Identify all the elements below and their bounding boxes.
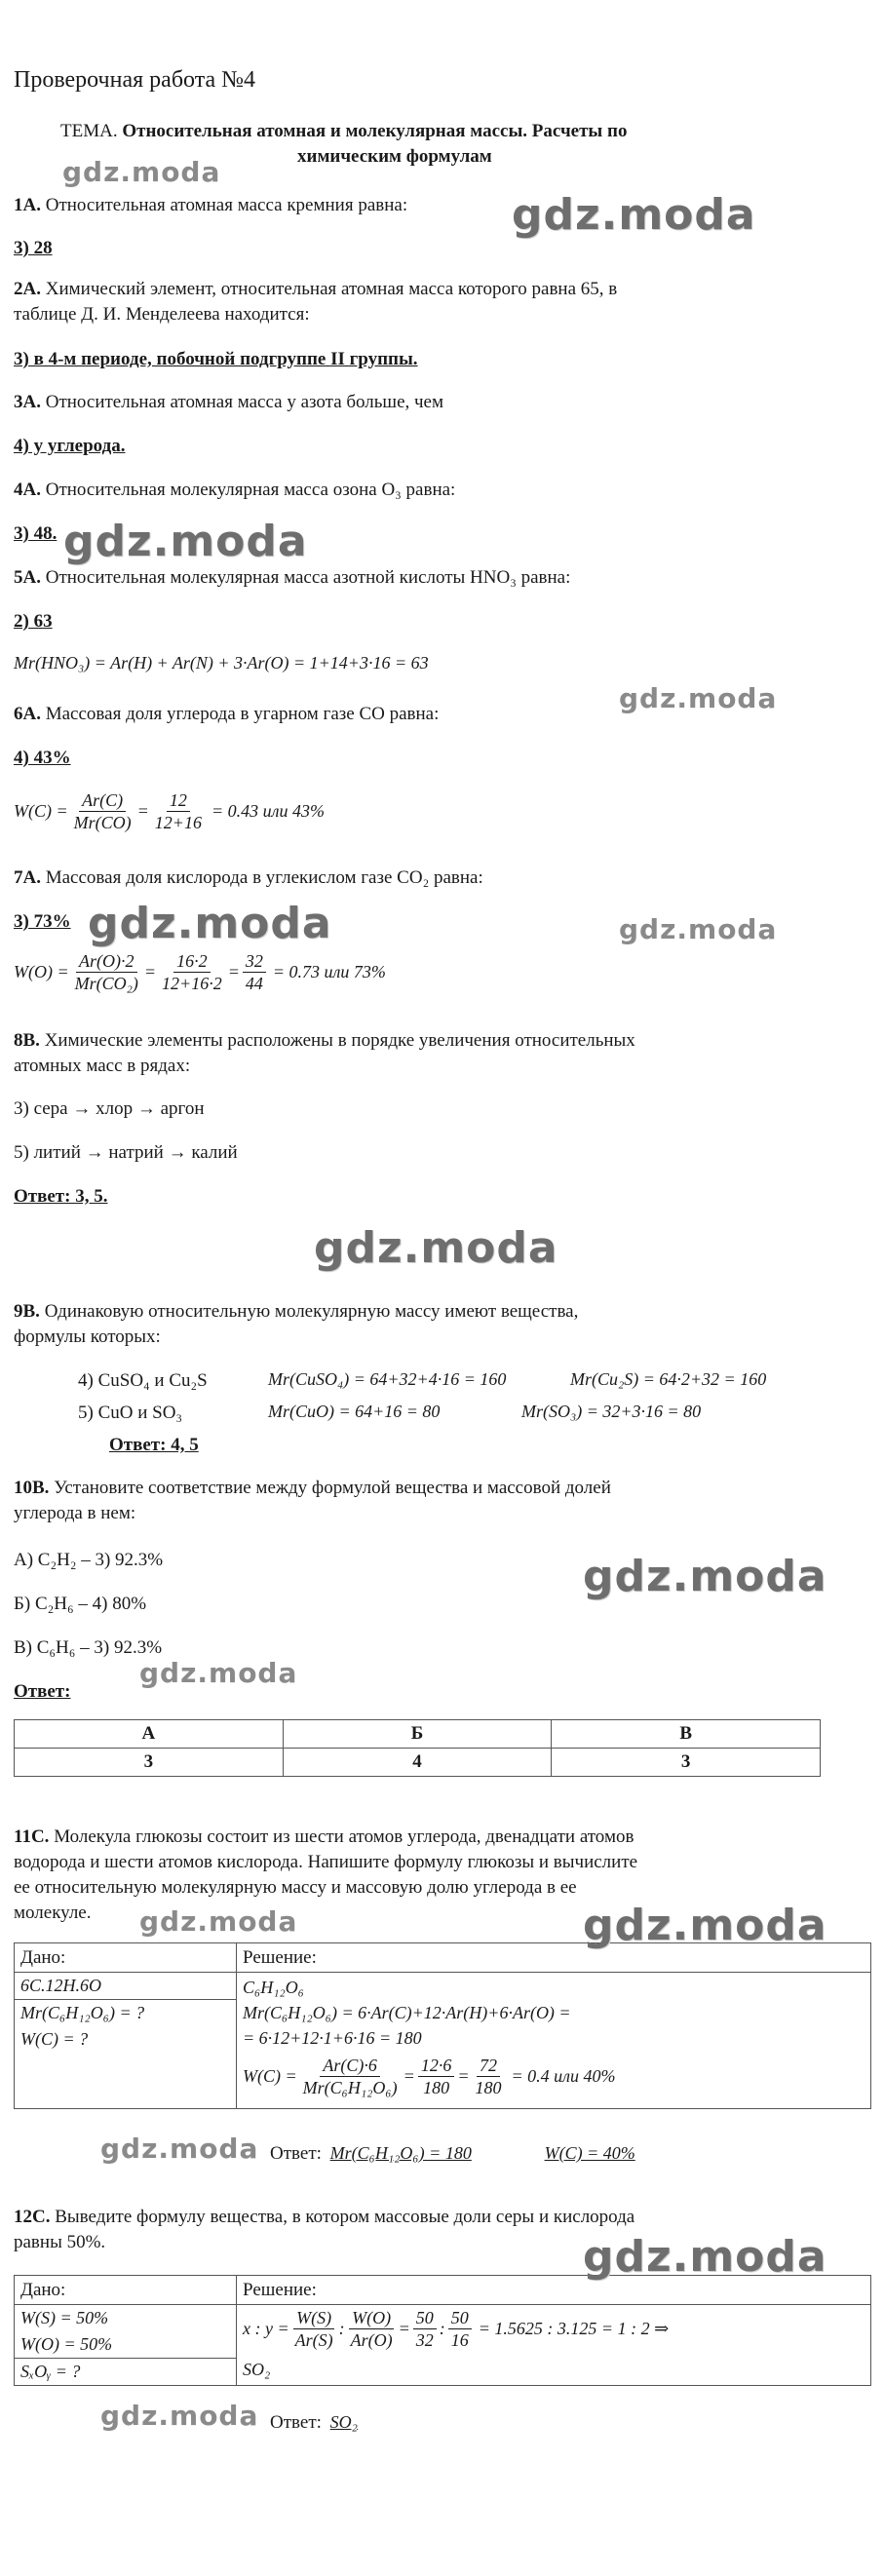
- question-12: 12С. Выведите формулу вещества, в котором массовые доли серы и кислорода: [14, 2207, 635, 2227]
- solution-line: C₆H₁₂O₆: [243, 1978, 305, 1997]
- solution-cell: [237, 2305, 871, 2386]
- question-11-line-2: водорода и шести атомов кислорода. Напишите формулу глюкозы и вычислите: [14, 1852, 638, 1872]
- watermark: gdz.moda: [583, 1552, 827, 1601]
- formula-7: W(O) = $\frac{Ar(O)\cdot 2}{\text{Mr(CO₂)}}$ = $\frac{16\cdot 2}{12+16\cdot 2}$ = $\frac{32}{44}$ = 0.73 или 73%: [14, 951, 386, 993]
- given-unknown: SₓOᵧ = ?: [20, 2362, 81, 2381]
- fraction: $\frac{Ar(C)\cdot 6}{\text{Mr(C₆H₁₂O₆)}}$: [302, 2056, 398, 2097]
- option-9-5: 5) CuO и SO₃: [78, 1403, 183, 1423]
- solution-line: = 6·12+12·1+6·16 = 180: [243, 2028, 422, 2048]
- question-12-line-2: равны 50%.: [14, 2232, 106, 2252]
- answer-3: 4) у углерода.: [14, 436, 126, 456]
- watermark: gdz.moda: [583, 1901, 827, 1950]
- formula-9-1a: Mr(CuSO₄) = 64+32+4·16 = 160: [268, 1369, 507, 1389]
- given-label: Дано:: [15, 2276, 237, 2305]
- watermark: gdz.moda: [512, 190, 756, 240]
- solution-label: Решение:: [237, 2276, 871, 2305]
- table-header: Б: [283, 1720, 552, 1749]
- question-2-line-2: таблице Д. И. Менделеева находится:: [14, 304, 310, 325]
- watermark: gdz.moda: [88, 899, 332, 948]
- table-row: [15, 2305, 871, 2386]
- answer-4: 3) 48.: [14, 523, 58, 544]
- given-cell: [15, 1973, 237, 2109]
- table-row: [15, 1749, 821, 1777]
- fraction: $\frac{72}{180}$: [475, 2056, 502, 2097]
- table-cell: 3: [552, 1749, 821, 1777]
- given-value: W(O) = 50%: [15, 2331, 236, 2359]
- answer-8: Ответ: 3, 5.: [14, 1186, 108, 1207]
- answer-10-label: Ответ:: [14, 1681, 71, 1702]
- answer-9: Ответ: 4, 5: [109, 1435, 199, 1455]
- watermark: gdz.moda: [583, 2232, 827, 2282]
- given-unknown: Mr(C₆H₁₂O₆) = ?: [20, 2003, 145, 2022]
- formula-9-2a: Mr(CuO) = 64+16 = 80: [268, 1402, 441, 1421]
- theme-line-2: химическим формулам: [297, 146, 492, 167]
- watermark: gdz.moda: [139, 1657, 298, 1689]
- answer-1: 3) 28: [14, 238, 53, 258]
- question-5: 5А. Относительная молекулярная масса азотной кислоты HNO₃ равна:: [14, 567, 571, 588]
- answer-11: Ответ: Mr(C₆H₁₂O₆) = 180 W(C) = 40%: [270, 2143, 635, 2164]
- watermark: gdz.moda: [619, 913, 778, 945]
- question-9: 9В. Одинаковую относительную молекулярную массу имеют вещества,: [14, 1301, 579, 1322]
- fraction: $\frac{16\cdot 2}{12+16\cdot 2}$: [162, 951, 222, 993]
- question-8: 8В. Химические элементы расположены в порядке увеличения относительных: [14, 1030, 635, 1051]
- question-10: 10В. Установите соответствие между формулой вещества и массовой долей: [14, 1478, 611, 1498]
- solution-line: x : y = $\frac{W(S)}{Ar(S)}$ : $\frac{W(O)}{Ar(O)}$ = $\frac{50}{32}$ : $\frac{50}{16}$ = 1.5625 : 3.125 = 1 : 2 ⇒: [243, 2308, 670, 2350]
- given-value: 6C.12H.6O: [15, 1973, 236, 2000]
- table-cell: 3: [15, 1749, 284, 1777]
- fraction: $\frac{W(O)}{Ar(O)}$: [350, 2308, 393, 2350]
- question-2: 2А. Химический элемент, относительная атомная масса которого равна 65, в: [14, 279, 618, 299]
- watermark: gdz.moda: [619, 682, 778, 714]
- watermark: gdz.moda: [139, 1905, 298, 1938]
- question-10-line-2: углерода в нем:: [14, 1503, 136, 1523]
- question-11: 11С. Молекула глюкозы состоит из шести атомов углерода, двенадцати атомов: [14, 1826, 634, 1847]
- answer-table: [14, 1719, 821, 1777]
- fraction: $\frac{50}{16}$: [448, 2307, 472, 2351]
- question-11-line-4: молекуле.: [14, 1903, 92, 1923]
- question-4: 4А. Относительная молекулярная масса озона O₃ равна:: [14, 480, 456, 500]
- fraction: $\frac{50}{32}$: [413, 2307, 437, 2351]
- formula-9-2b: Mr(SO₃) = 32+3·16 = 80: [521, 1402, 702, 1421]
- option-8-3: 3) сера → хлор → аргон: [14, 1098, 205, 1119]
- solution-line: SO₂: [243, 2360, 271, 2379]
- option-9-4: 4) CuSO₄ и Cu₂S: [78, 1370, 208, 1391]
- fraction: $\frac{12\cdot 6}{180}$: [418, 2055, 455, 2098]
- question-7: 7А. Массовая доля кислорода в углекислом газе CO₂ равна:: [14, 867, 483, 888]
- given-value: W(S) = 50%: [20, 2308, 109, 2327]
- given-unknown: W(C) = ?: [20, 2029, 89, 2049]
- option-8-5: 5) литий → натрий → калий: [14, 1142, 238, 1163]
- answer-12: Ответ: SO₂: [270, 2412, 358, 2433]
- fraction: $\frac{32}{44}$: [243, 950, 266, 994]
- table-row: [15, 1973, 871, 2109]
- solution-line: W(C) = $\frac{Ar(C)\cdot 6}{\text{Mr(C₆H₁₂O₆)}}$ = $\frac{12\cdot 6}{180}$ = $\frac{72}{180}$ = 0.4 или 40%: [243, 2056, 616, 2097]
- watermark: gdz.moda: [63, 517, 308, 566]
- fraction: $\frac{Ar(O)\cdot 2}{\text{Mr(CO₂)}}$: [74, 951, 138, 993]
- question-11-line-3: ее относительную молекулярную массу и массовую долю углерода в ее: [14, 1877, 577, 1898]
- formula-5: Mr(HNO₃) = Ar(H) + Ar(N) + 3·Ar(O) = 1+14+3·16 = 63: [14, 653, 429, 673]
- watermark: gdz.moda: [314, 1223, 558, 1273]
- given-cell: [15, 2305, 237, 2386]
- formula-9-1b: Mr(Cu₂S) = 64·2+32 = 160: [570, 1369, 767, 1389]
- solution-line: Mr(C₆H₁₂O₆) = 6·Ar(C)+12·Ar(H)+6·Ar(O) =: [243, 2003, 571, 2022]
- answer-5: 2) 63: [14, 611, 53, 632]
- table-row: [15, 1720, 821, 1749]
- question-9-line-2: формулы которых:: [14, 1326, 161, 1347]
- answer-6: 4) 43%: [14, 748, 71, 768]
- question-3: 3А. Относительная атомная масса у азота больше, чем: [14, 392, 444, 412]
- question-6: 6А. Массовая доля углерода в угарном газе CO равна:: [14, 704, 440, 724]
- solution-table-11: [14, 1942, 871, 2109]
- answer-7: 3) 73%: [14, 911, 71, 932]
- formula-6: W(C) = $\frac{Ar(C)}{Mr(CO)}$ = $\frac{12}{12+16}$ = 0.43 или 43%: [14, 790, 325, 832]
- table-header: В: [552, 1720, 821, 1749]
- question-8-line-2: атомных масс в рядах:: [14, 1056, 191, 1076]
- fraction: $\frac{Ar(C)}{Mr(CO)}$: [73, 790, 132, 832]
- match-b: Б) C₂H₆ – 4) 80%: [14, 1594, 147, 1614]
- page-title: Проверочная работа №4: [14, 67, 256, 93]
- solution-table-12: [14, 2275, 871, 2386]
- given-label: Дано:: [15, 1943, 237, 1973]
- table-header: А: [15, 1720, 284, 1749]
- solution-label: Решение:: [237, 1943, 871, 1973]
- watermark: gdz.moda: [62, 156, 221, 188]
- answer-2: 3) в 4-м периоде, побочной подгруппе II группы.: [14, 349, 418, 369]
- watermark: gdz.moda: [100, 2133, 259, 2165]
- watermark: gdz.moda: [100, 2400, 259, 2432]
- theme-line-1: ТЕМА. Относительная атомная и молекулярная массы. Расчеты по: [60, 121, 628, 141]
- table-cell: 4: [283, 1749, 552, 1777]
- question-1: 1А. Относительная атомная масса кремния равна:: [14, 195, 408, 215]
- match-c: В) C₆H₆ – 3) 92.3%: [14, 1637, 163, 1658]
- match-a: А) C₂H₂ – 3) 92.3%: [14, 1550, 164, 1570]
- fraction: $\frac{W(S)}{Ar(S)}$: [294, 2308, 333, 2350]
- solution-cell: [237, 1973, 871, 2109]
- fraction: $\frac{12}{12+16}$: [154, 790, 202, 832]
